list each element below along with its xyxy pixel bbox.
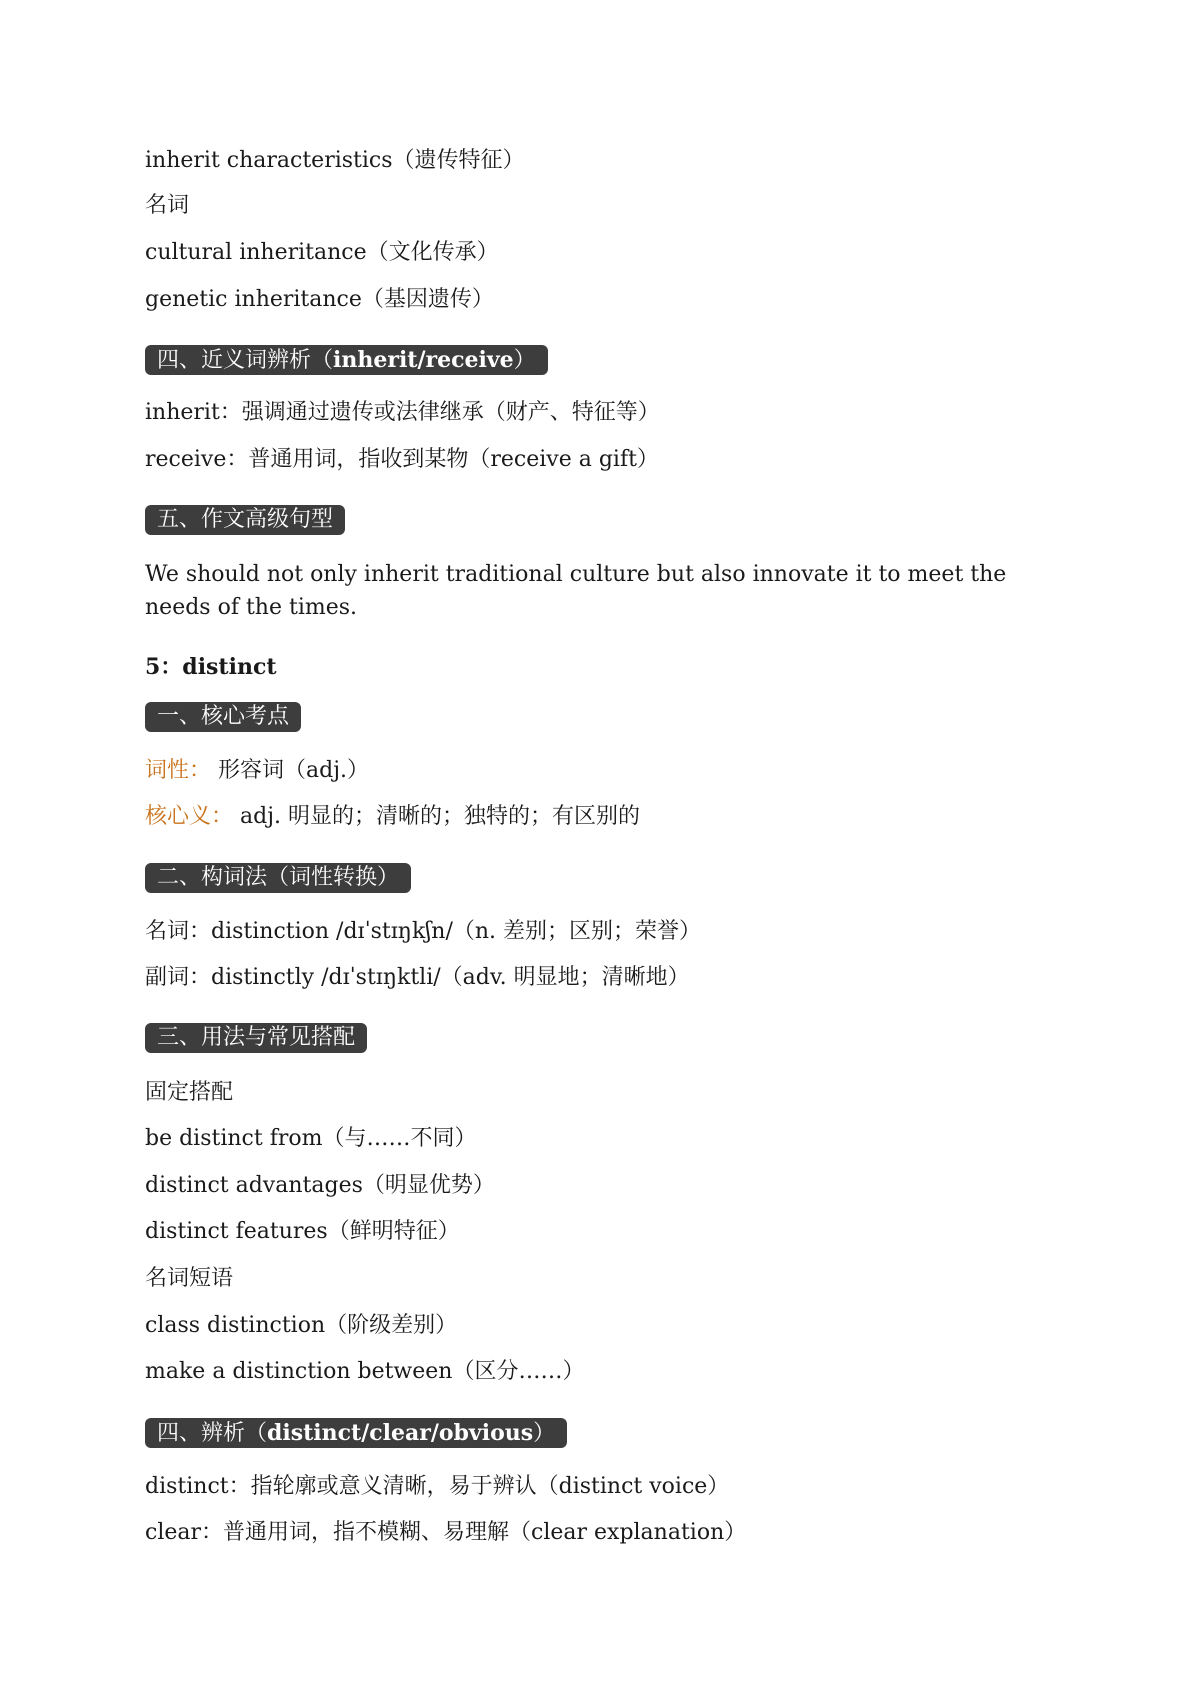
comparison-line: distinct：指轮廓或意义清晰，易于辨认（distinct voice）: [145, 1474, 730, 1499]
part-of-speech-line: [145, 756, 369, 786]
collocation-line: cultural inheritance（文化传承）: [145, 240, 499, 265]
subheading-noun: 名词: [145, 193, 190, 218]
collocation-line: distinct advantages（明显优势）: [145, 1173, 495, 1198]
collocation-line: genetic inheritance（基因遗传）: [145, 287, 494, 312]
meaning-value: adj. 明显的；清晰的；独特的；有区别的: [233, 804, 641, 829]
pos-value: 形容词（adj.）: [211, 758, 370, 783]
collocation-line: make a distinction between（区分……）: [145, 1359, 585, 1384]
heading-prefix: 四、近义词辨析（: [157, 348, 334, 373]
meaning-label: 核心义：: [145, 804, 234, 829]
heading-bold: distinct/clear/obvious: [267, 1420, 534, 1446]
collocation-line: distinct features（鲜明特征）: [145, 1219, 460, 1244]
word-title: 5：distinct: [145, 654, 277, 680]
synonym-line: inherit：强调通过遗传或法律继承（财产、特征等）: [145, 400, 660, 425]
collocation-line: inherit characteristics（遗传特征）: [145, 148, 525, 173]
comparison-line: clear：普通用词，指不模糊、易理解（clear explanation）: [145, 1520, 747, 1545]
collocation-line: be distinct from（与……不同）: [145, 1126, 477, 1151]
heading-suffix: ）: [533, 1421, 556, 1446]
core-meaning-line: [145, 802, 640, 832]
word-form-line: 副词：distinctly /dɪˈstɪŋktli/（adv. 明显地；清晰地）: [145, 965, 690, 990]
word-form-line: 名词：distinction /dɪˈstɪŋkʃn/（n. 差别；区别；荣誉）: [145, 919, 702, 944]
writing-sentence: We should not only inherit traditional culture but also innovate it to meet the needs of the times.: [145, 562, 1007, 620]
subheading-noun-phrase: 名词短语: [145, 1266, 234, 1291]
heading-prefix: 四、辨析（: [157, 1421, 268, 1446]
section-heading-synonyms: [145, 345, 548, 375]
heading-bold: inherit/receive: [333, 347, 514, 373]
collocation-line: class distinction（阶级差别）: [145, 1313, 458, 1338]
heading-suffix: ）: [513, 348, 536, 373]
section-heading-writing: 五、作文高级句型: [145, 505, 345, 535]
section-heading-comparison: [145, 1418, 567, 1448]
section-heading-core: 一、核心考点: [145, 702, 301, 732]
subheading-fixed-collocation: 固定搭配: [145, 1080, 234, 1105]
section-heading-word-formation: 二、构词法（词性转换）: [145, 863, 411, 893]
pos-label: 词性：: [145, 758, 212, 783]
synonym-line: receive：普通用词，指收到某物（receive a gift）: [145, 447, 659, 472]
section-heading-usage: 三、用法与常见搭配: [145, 1023, 367, 1053]
